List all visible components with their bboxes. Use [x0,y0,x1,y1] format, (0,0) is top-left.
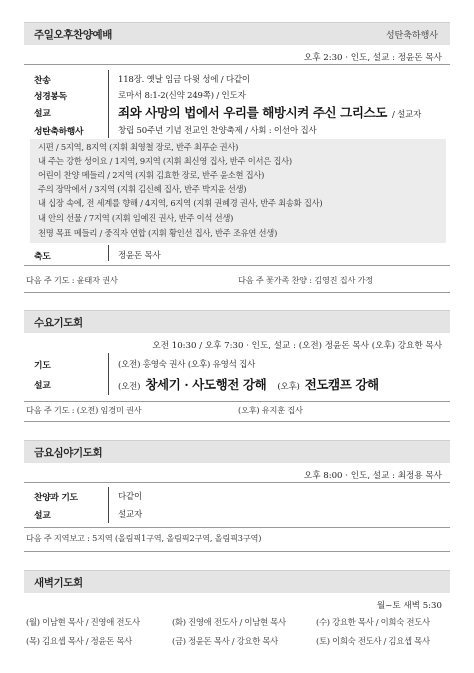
section-title: 새벽기도회 [34,577,83,589]
next-week-prayer-pm: (오후) 유지훈 집사 [238,405,303,415]
section-title: 수요기도회 [34,317,83,329]
divider [24,401,450,402]
section-title: 주일오후찬양예배 [34,29,112,41]
sermon-title: 죄와 사망의 법에서 우리를 해방시켜 주신 그리스도 [118,105,387,120]
sermon-pm-tag: (오후) [277,382,300,392]
sermon-line [118,102,421,121]
benediction-label: 축도 [34,252,51,262]
sermon-am-tag: (오전) [118,382,141,392]
service-time: 월~토 새벽 5:30 [376,601,442,611]
sermon-suffix: / 설교자 [391,110,422,120]
hymn-value: 118장. 옛날 임금 다윗 성에 / 다같이 [118,75,250,85]
event-label: 성탄축하행사 [34,127,84,137]
program-item: 내 주는 강한 성이요 / 1지역, 9지역 (지휘 최신영 집사, 반주 이서은 집사) [38,156,292,166]
program-item: 내 십장 속에, 전 세계를 향해 / 4지역, 6지역 (지휘 권혜경 권사, 반주 최송화 집사) [38,198,323,208]
sermon-label: 설교 [34,381,51,391]
sermon-pm-title: 전도캠프 강해 [304,377,379,392]
next-week-prayer: 다음 주 기도 : 윤태자 권사 [26,275,118,285]
sermon-am-title: 창세기 · 사도행전 강해 [145,377,267,392]
section-header-dawn [24,570,450,593]
praise-value: 다같이 [118,492,143,502]
schedule-thu: (목) 김요셉 목사 / 정윤돈 목사 [26,636,132,646]
benediction-value: 정윤돈 목사 [118,251,161,261]
divider [24,421,450,422]
program-item: 주의 장막에서 / 3지역 (지휘 김신혜 집사, 반주 박지윤 선생) [38,184,247,194]
divider [24,482,450,483]
divider [24,551,450,552]
program-item: 어린이 찬양 메들리 / 2지역 (지휘 김효한 장로, 반주 윤소현 집사) [38,170,265,180]
service-time: 오후 8:00 · 인도, 설교 : 최정용 목사 [303,471,442,481]
section-header-sunday [24,22,450,45]
sermon-label: 설교 [34,109,51,119]
column-divider [108,245,109,261]
scripture-value: 로마서 8:1-2(신약 249쪽) / 인도자 [118,91,246,101]
service-time: 오후 2:30 · 인도, 설교 : 정윤돈 목사 [303,53,442,63]
sermon-label: 설교 [34,511,51,521]
hymn-label: 찬송 [34,76,51,86]
next-week-flower: 다음 주 꽃가족 찬양 : 김영진 집사 가정 [238,275,374,285]
divider [24,265,450,266]
event-value: 창립 50주년 기념 전교인 찬양축제 / 사회 : 이선아 집사 [118,126,317,136]
prayer-label: 기도 [34,361,51,371]
section-header-wednesday [24,310,450,333]
schedule-mon: (월) 이남현 목사 / 진영애 전도사 [26,617,140,627]
schedule-sat: (토) 이희숙 전도사 / 김요셉 목사 [316,636,430,646]
schedule-tue: (화) 진영애 전도사 / 이남현 목사 [172,617,286,627]
sermon-value: 설교자 [118,510,143,520]
schedule-wed: (수) 강요한 목사 / 이희숙 전도사 [316,617,430,627]
scripture-label: 성경봉독 [34,92,67,102]
divider [24,64,450,65]
next-week-region-report: 다음 주 지역보고 : 5지역 (올림픽1구역, 올림픽2구역, 올림픽3구역) [26,533,262,543]
prayer-value: (오전) 홍영숙 권사 (오후) 유영석 집사 [118,360,256,370]
divider [24,527,450,528]
program-box [30,139,446,243]
section-tag: 성탄축하행사 [385,31,438,41]
schedule-fri: (금) 정윤돈 목사 / 강요한 목사 [172,636,278,646]
program-item: 시편 / 5지역, 8지역 (지휘 최영철 장로, 반주 최푸순 권사) [38,142,239,152]
service-time: 오전 10:30 / 오후 7:30 · 인도, 설교 : (오전) 정윤돈 목사 (오후) 강요한 목사 [152,341,442,351]
program-item: 천명 목표 메들리 / 중직자 연합 (지휘 황인선 집사, 반주 조유연 선생) [38,228,278,238]
column-divider [108,353,109,395]
divider [24,292,450,293]
section-title: 금요심야기도회 [34,447,103,459]
program-item: 내 안의 선물 / 7지역 (지휘 임예진 권사, 반주 이석 선생) [38,213,234,223]
column-divider [108,70,109,138]
column-divider [108,487,109,523]
praise-label: 찬양과 기도 [34,493,78,503]
sermon-line [118,374,379,393]
next-week-prayer-am: 다음 주 기도 : (오전) 임경미 권사 [26,405,142,415]
section-header-friday [24,440,450,463]
